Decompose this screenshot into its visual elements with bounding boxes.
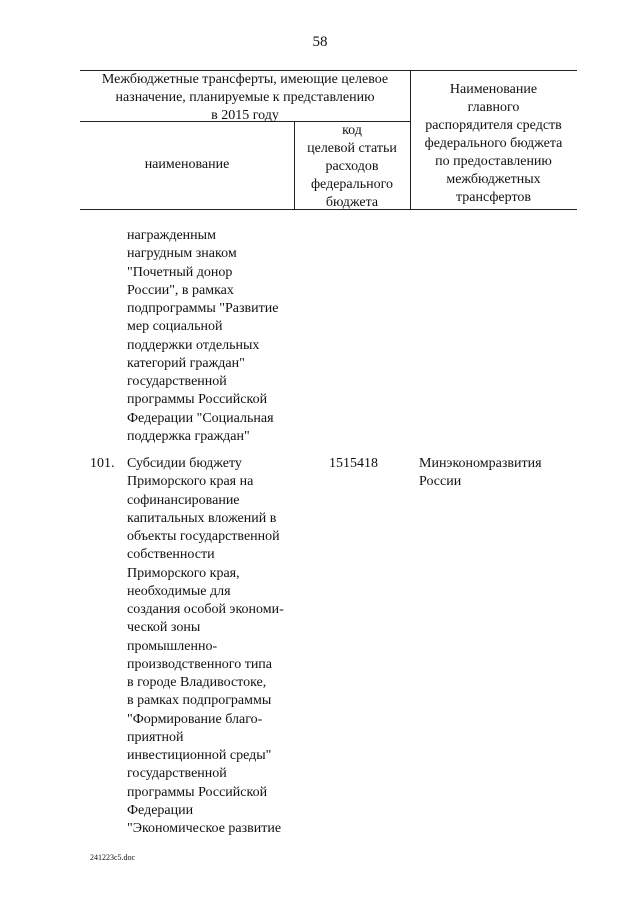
header-administrator-column: Наименование главного распорядителя средств федерального бюджета по предоставлению межбюджетных трансфертов [424, 82, 563, 205]
row-name: Субсидии бюджету Приморского края на софинансирование капитальных вложений в объекты государственной собственности Приморского края, необходимые для создания особой экономи- ческой зоны промышленно- производственного типа в городе Владивостоке, в рамках подпрограммы "Формирование благо- приятной инвестиционной среды" государственной программы Российской Федерации "Экономическое развитие [127, 456, 284, 836]
page-number: 58 [312, 34, 328, 50]
header-code-column: код целевой статьи расходов федерального бюджета [307, 123, 397, 210]
row-code: 1515418 [329, 456, 378, 471]
continuation-text: награжденным нагрудным знаком "Почетный донор России", в рамках подпрограммы "Развитие мер социальной поддержки отдельных категорий граждан" государственной программы Российской Федерации "Социальная поддержка граждан" [127, 228, 279, 444]
header-name-column: наименование [144, 157, 230, 172]
row-administrator: Минэкономразвития России [419, 456, 542, 489]
row-number: 101. [90, 456, 115, 471]
header-group-title: Межбюджетные трансферты, имеющие целевое назначение, планируемые к представлению в 2015 году [101, 72, 389, 123]
footer-filename: 241223c5.doc [90, 853, 136, 862]
